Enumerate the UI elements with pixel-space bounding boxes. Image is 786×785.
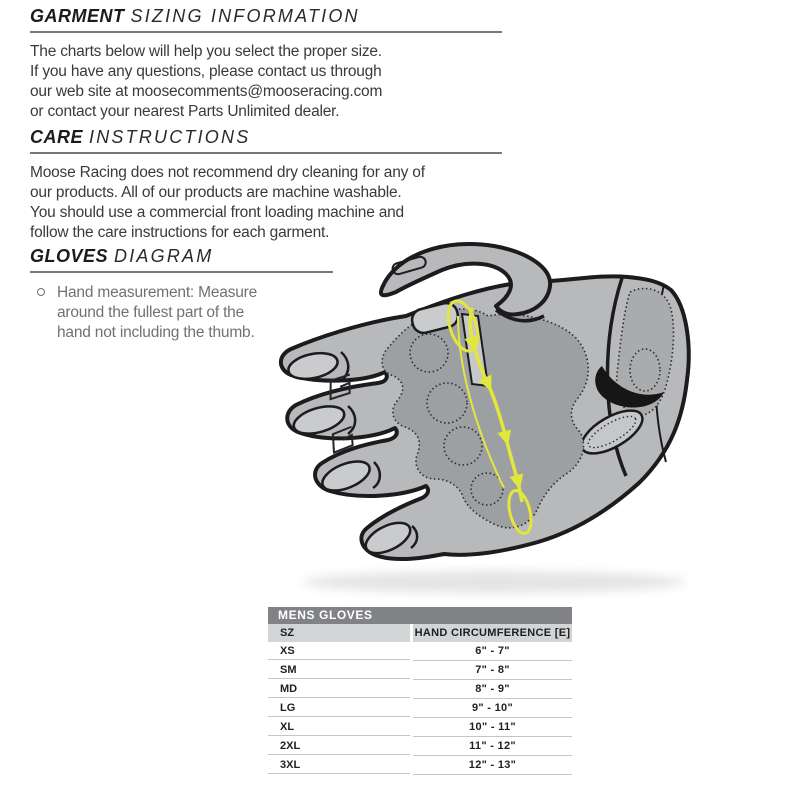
size-cell: 3XL xyxy=(268,756,410,774)
glove-illustration-svg xyxy=(266,220,706,610)
circumference-cell: 6" - 7" xyxy=(413,642,572,661)
paragraph-line: our products. All of our products are machine washable. xyxy=(30,184,402,201)
heading-rule xyxy=(30,152,502,154)
circumference-cell: 12" - 13" xyxy=(413,756,572,775)
paragraph-line: follow the care instructions for each garment. xyxy=(30,224,330,241)
garment-heading xyxy=(30,6,510,26)
bullet-line: around the fullest part of the xyxy=(57,304,245,321)
circumference-cell: 8" - 9" xyxy=(413,680,572,699)
paragraph-line: our web site at moosecomments@mooseracing.com xyxy=(30,83,383,100)
paragraph-line: You should use a commercial front loading machine and xyxy=(30,204,404,221)
paragraph-line: or contact your nearest Parts Unlimited dealer. xyxy=(30,103,340,120)
circumference-cell: 7" - 8" xyxy=(413,661,572,680)
heading-rule xyxy=(30,31,502,33)
mens-gloves-table xyxy=(268,607,572,775)
size-cell: XL xyxy=(268,718,410,736)
table-row xyxy=(268,737,572,756)
size-cell: LG xyxy=(268,699,410,717)
glove-shadow xyxy=(302,571,686,593)
gloves-heading-em: DIAGRAM xyxy=(114,246,214,266)
care-heading-em: INSTRUCTIONS xyxy=(89,127,251,147)
garment-heading-em: SIZING INFORMATION xyxy=(130,6,360,26)
bullet-circle-icon xyxy=(37,288,45,296)
size-cell: MD xyxy=(268,680,410,698)
bullet-line: hand not including the thumb. xyxy=(57,324,255,341)
table-title: MENS GLOVES xyxy=(268,607,572,624)
table-row xyxy=(268,680,572,699)
size-cell: SM xyxy=(268,661,410,679)
table-row xyxy=(268,642,572,661)
column-header-size: SZ xyxy=(268,624,410,642)
glove-diagram-illustration xyxy=(266,220,706,610)
circumference-cell: 11" - 12" xyxy=(413,737,572,756)
garment-heading-strong: GARMENT xyxy=(30,6,125,26)
paragraph-line: Moose Racing does not recommend dry cleaning for any of xyxy=(30,164,425,181)
table-header-row xyxy=(268,624,572,642)
table-row xyxy=(268,718,572,737)
care-heading-strong: CARE xyxy=(30,127,84,147)
gloves-heading-strong: GLOVES xyxy=(30,246,109,266)
table-row xyxy=(268,756,572,775)
circumference-cell: 9" - 10" xyxy=(413,699,572,718)
size-cell: 2XL xyxy=(268,737,410,755)
table-row xyxy=(268,661,572,680)
paragraph-line: If you have any questions, please contact us through xyxy=(30,63,382,80)
garment-paragraph xyxy=(30,42,510,122)
bullet-line: Hand measurement: Measure xyxy=(57,284,258,301)
care-heading xyxy=(30,127,510,147)
section-garment-sizing xyxy=(30,6,510,122)
table-row xyxy=(268,699,572,718)
column-header-circumference: HAND CIRCUMFERENCE [E] xyxy=(413,624,572,642)
circumference-cell: 10" - 11" xyxy=(413,718,572,737)
paragraph-line: The charts below will help you select the proper size. xyxy=(30,43,382,60)
size-cell: XS xyxy=(268,642,410,660)
